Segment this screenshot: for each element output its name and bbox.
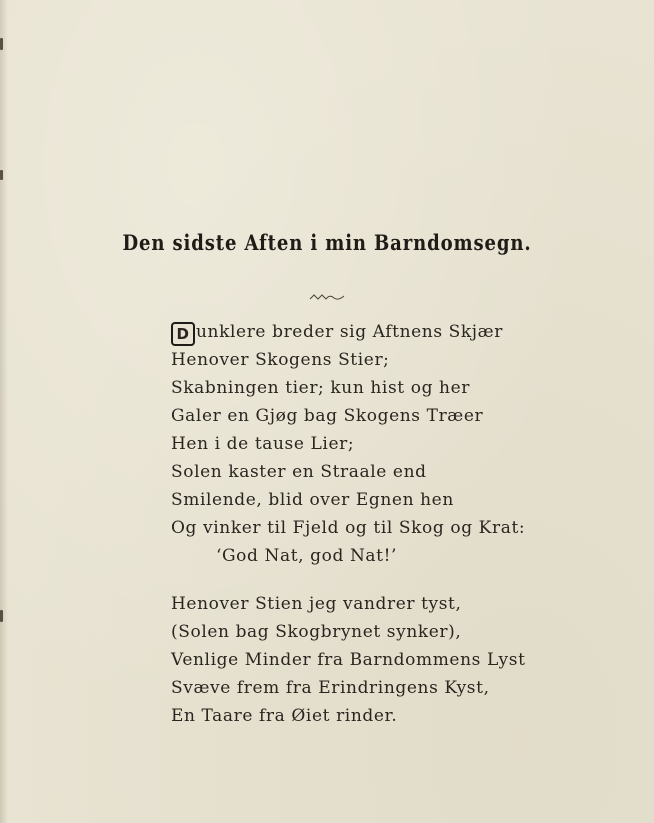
poem-line: Galer en Gjøg bag Skogens Træer [171,406,484,426]
poem-line: Solen kaster en Straale end [171,462,427,482]
poem-line: Og vinker til Fjeld og til Skog og Krat: [171,518,526,538]
edge-mark [0,38,3,50]
poem-line: Svæve frem fra Erindringens Kyst, [171,678,490,698]
poem-title: Den sidste Aften i min Barndomsegn. [122,230,532,255]
stanza-gap [171,570,526,590]
edge-mark [0,170,3,180]
title-ornament [0,286,654,305]
poem-line: Venlige Minder fra Barndommens Lyst [171,650,526,670]
poem-line: Smilende, blid over Egnen hen [171,490,454,510]
edge-mark [0,610,3,622]
drop-cap: D [171,322,195,346]
poem-line: (Solen bag Skogbrynet synker), [171,622,462,642]
wave-ornament-icon [309,293,345,301]
poem-line: En Taare fra Øiet rinder. [171,706,398,726]
poem-line: Hen i de tause Lier; [171,434,355,454]
page-binding-edge [0,0,8,823]
poem-line: Henover Stien jeg vandrer tyst, [171,594,462,614]
poem-line [171,318,526,346]
poem-body [171,318,526,730]
poem-refrain: ‘God Nat, god Nat!’ [216,546,398,566]
first-line-rest: unklere breder sig Aftnens Skjær [196,322,503,342]
poem-line: Skabningen tier; kun hist og her [171,378,470,398]
poem-line: Henover Skogens Stier; [171,350,390,370]
